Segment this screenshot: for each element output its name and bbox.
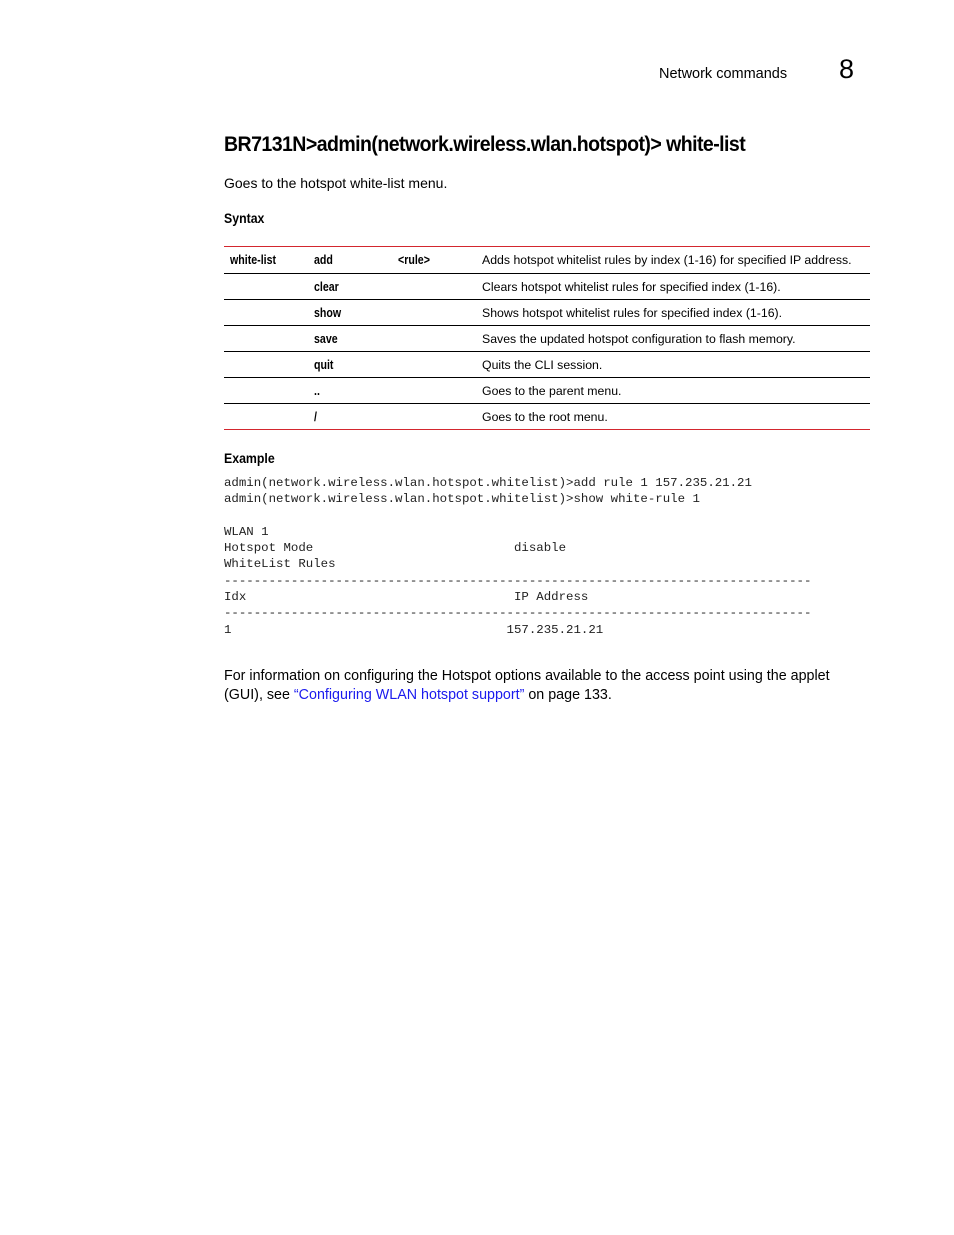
syntax-command-cell bbox=[224, 274, 308, 300]
cross-reference-link[interactable]: “Configuring WLAN hotspot support” bbox=[293, 687, 525, 703]
syntax-row bbox=[224, 300, 870, 326]
syntax-row bbox=[224, 352, 870, 378]
syntax-description: Goes to the parent menu. bbox=[482, 384, 622, 398]
syntax-row bbox=[224, 247, 870, 274]
syntax-description-cell bbox=[476, 300, 870, 326]
syntax-description: Shows hotspot whitelist rules for specified index (1-16). bbox=[482, 306, 783, 320]
syntax-argument-cell bbox=[392, 274, 476, 300]
syntax-subcommand: / bbox=[314, 410, 317, 424]
syntax-subcommand-cell bbox=[308, 300, 392, 326]
syntax-subcommand-cell bbox=[308, 247, 392, 274]
syntax-argument-cell bbox=[392, 326, 476, 352]
syntax-row bbox=[224, 274, 870, 300]
syntax-command-cell bbox=[224, 378, 308, 404]
syntax-argument-cell bbox=[392, 378, 476, 404]
syntax-command-cell bbox=[224, 404, 308, 430]
syntax-description-cell bbox=[476, 247, 870, 274]
page-title: BR7131N>admin(network.wireless.wlan.hotspot)> white-list bbox=[224, 133, 746, 156]
syntax-subcommand: show bbox=[314, 306, 342, 320]
code-line: ------------------------------------------------------------------------------- bbox=[224, 606, 812, 621]
running-header-section: Network commands bbox=[659, 66, 788, 82]
syntax-argument-cell bbox=[392, 300, 476, 326]
syntax-command-cell bbox=[224, 326, 308, 352]
syntax-row bbox=[224, 378, 870, 404]
syntax-subcommand: add bbox=[314, 253, 333, 267]
syntax-subcommand-cell bbox=[308, 352, 392, 378]
code-line: admin(network.wireless.wlan.hotspot.whitelist)>show white-rule 1 bbox=[224, 492, 700, 507]
syntax-subcommand-cell bbox=[308, 326, 392, 352]
example-heading: Example bbox=[224, 450, 275, 466]
code-line: WhiteList Rules bbox=[224, 557, 336, 572]
syntax-row bbox=[224, 326, 870, 352]
syntax-description-cell bbox=[476, 326, 870, 352]
syntax-subcommand-cell bbox=[308, 378, 392, 404]
syntax-heading: Syntax bbox=[224, 210, 265, 226]
chapter-number: 8 bbox=[839, 54, 855, 84]
syntax-description-cell bbox=[476, 274, 870, 300]
syntax-description-cell bbox=[476, 404, 870, 430]
code-line bbox=[224, 508, 811, 524]
syntax-argument: <rule> bbox=[398, 253, 430, 267]
syntax-description-cell bbox=[476, 378, 870, 404]
syntax-subcommand: clear bbox=[314, 280, 339, 294]
syntax-description: Adds hotspot whitelist rules by index (1-16) for specified IP address. bbox=[482, 253, 852, 267]
syntax-command-cell bbox=[224, 352, 308, 378]
syntax-row bbox=[224, 404, 870, 430]
command-description: Goes to the hotspot white-list menu. bbox=[224, 175, 448, 191]
syntax-description: Quits the CLI session. bbox=[482, 358, 603, 372]
syntax-argument-cell bbox=[392, 352, 476, 378]
note-text-before: For information on configuring the Hotspot options available to the access point using the applet (GUI), see bbox=[224, 668, 830, 703]
syntax-subcommand-cell bbox=[308, 274, 392, 300]
syntax-description: Goes to the root menu. bbox=[482, 410, 608, 424]
syntax-subcommand: save bbox=[314, 332, 338, 346]
syntax-command-cell bbox=[224, 247, 308, 274]
syntax-table bbox=[224, 246, 870, 430]
syntax-subcommand: .. bbox=[314, 384, 320, 398]
code-line: Hotspot Mode disable bbox=[224, 541, 567, 556]
syntax-argument-cell bbox=[392, 404, 476, 430]
code-line: Idx IP Address bbox=[224, 590, 589, 605]
syntax-description: Clears hotspot whitelist rules for specified index (1-16). bbox=[482, 280, 781, 294]
code-line: admin(network.wireless.wlan.hotspot.whitelist)>add rule 1 157.235.21.21 bbox=[224, 476, 752, 490]
syntax-description-cell bbox=[476, 352, 870, 378]
code-line: ------------------------------------------------------------------------------- bbox=[224, 573, 812, 588]
syntax-description: Saves the updated hotspot configuration to flash memory. bbox=[482, 332, 796, 346]
code-line: WLAN 1 bbox=[224, 524, 269, 539]
syntax-subcommand: quit bbox=[314, 358, 334, 372]
example-code-block bbox=[224, 475, 811, 638]
syntax-command: white-list bbox=[230, 253, 277, 267]
syntax-command-cell bbox=[224, 300, 308, 326]
code-line: 1 157.235.21.21 bbox=[224, 622, 604, 637]
reference-note bbox=[224, 667, 864, 705]
syntax-subcommand-cell bbox=[308, 404, 392, 430]
note-text-after: on page 133. bbox=[524, 687, 612, 703]
syntax-argument-cell bbox=[392, 247, 476, 274]
